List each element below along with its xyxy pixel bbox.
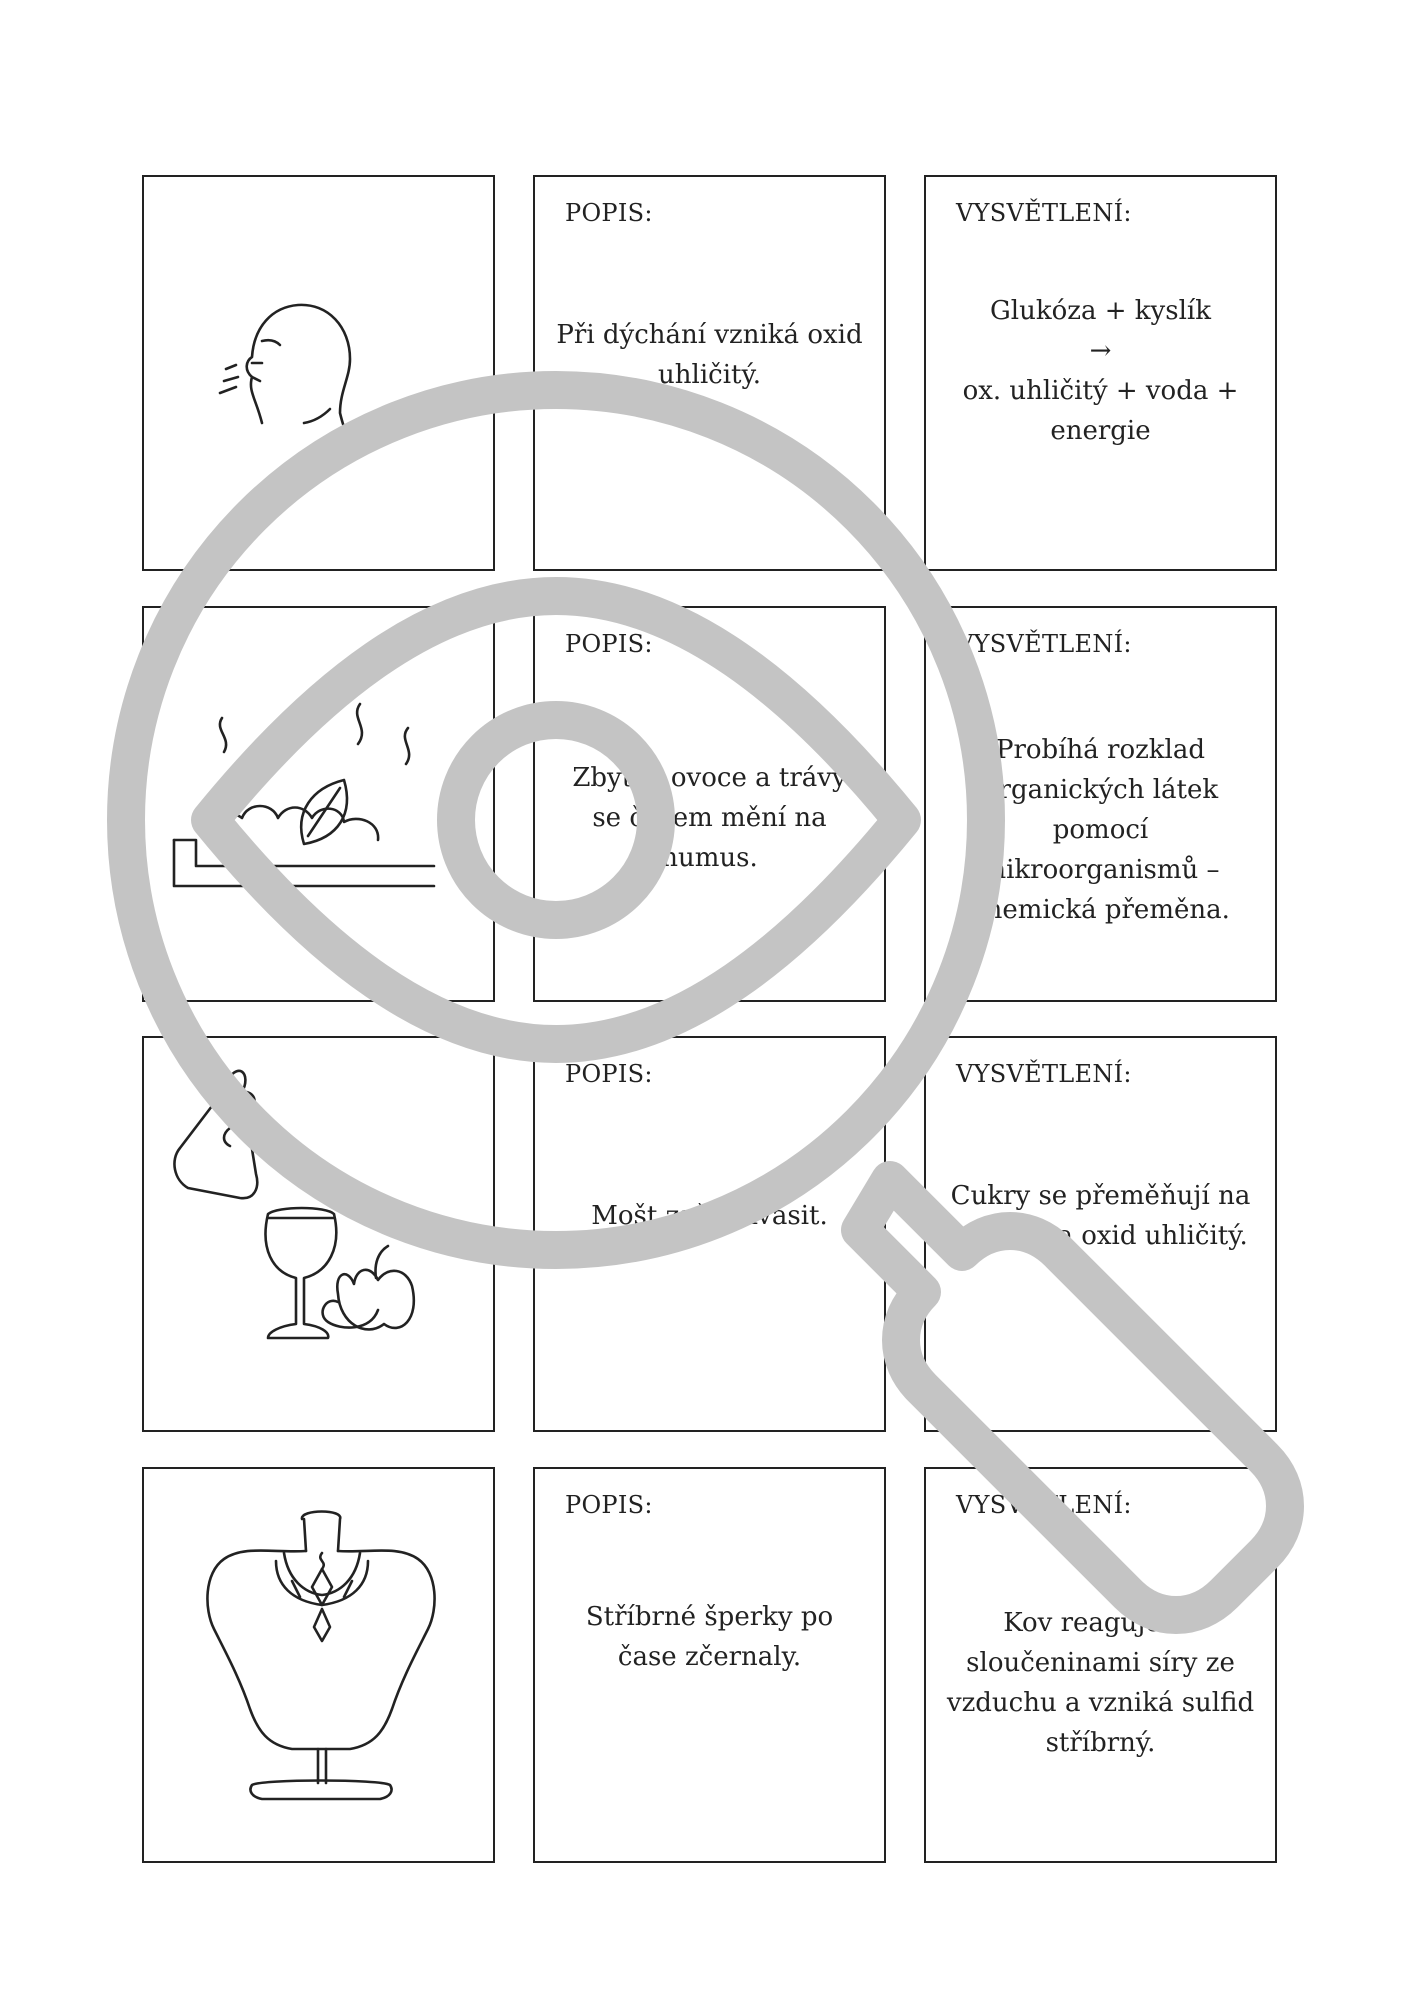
explanation-label: VYSVĚTLENÍ: <box>956 1491 1132 1519</box>
explanation-card-breathing <box>924 175 1277 571</box>
description-text: Při dýchání vzniká oxid uhličitý. <box>556 320 863 390</box>
explanation-label: VYSVĚTLENÍ: <box>956 199 1132 227</box>
description-text: Stříbrné šperky po čase zčernaly. <box>585 1602 834 1672</box>
description-card-compost <box>533 606 886 1002</box>
description-label: POPIS: <box>565 1060 653 1088</box>
image-card-silver <box>142 1467 495 1863</box>
explanation-text: Cukry se přeměňují na alkohol a oxid uhličitý. <box>950 1181 1251 1251</box>
image-card-compost <box>142 606 495 1002</box>
description-label: POPIS: <box>565 199 653 227</box>
description-label: POPIS: <box>565 630 653 658</box>
explanation-card-cider <box>924 1036 1277 1432</box>
description-card-silver <box>533 1467 886 1863</box>
description-label: POPIS: <box>565 1491 653 1519</box>
cider-glass-apple-icon <box>144 1038 497 1434</box>
image-card-breathing <box>142 175 495 571</box>
explanation-text: Kov reaguje se sloučeninami síry ze vzduchu a vzniká sulfid stříbrný. <box>946 1608 1255 1758</box>
explanation-label: VYSVĚTLENÍ: <box>956 1060 1132 1088</box>
image-card-cider <box>142 1036 495 1432</box>
explanation-text: Probíhá rozklad organických látek pomocí mikroorganismů – chemická přeměna. <box>971 735 1230 925</box>
description-text: Mošt začal kvasit. <box>591 1201 828 1231</box>
compost-heap-icon <box>144 608 497 1004</box>
person-breathing-out-icon <box>144 177 497 573</box>
explanation-text: Glukóza + kyslík → ox. uhličitý + voda + energie <box>962 296 1239 446</box>
description-text: Zbytky ovoce a trávy se časem mění na humus. <box>572 763 847 873</box>
necklace-bust-icon <box>144 1469 497 1865</box>
explanation-card-compost <box>924 606 1277 1002</box>
explanation-card-silver <box>924 1467 1277 1863</box>
description-card-cider <box>533 1036 886 1432</box>
explanation-label: VYSVĚTLENÍ: <box>956 630 1132 658</box>
description-card-breathing <box>533 175 886 571</box>
